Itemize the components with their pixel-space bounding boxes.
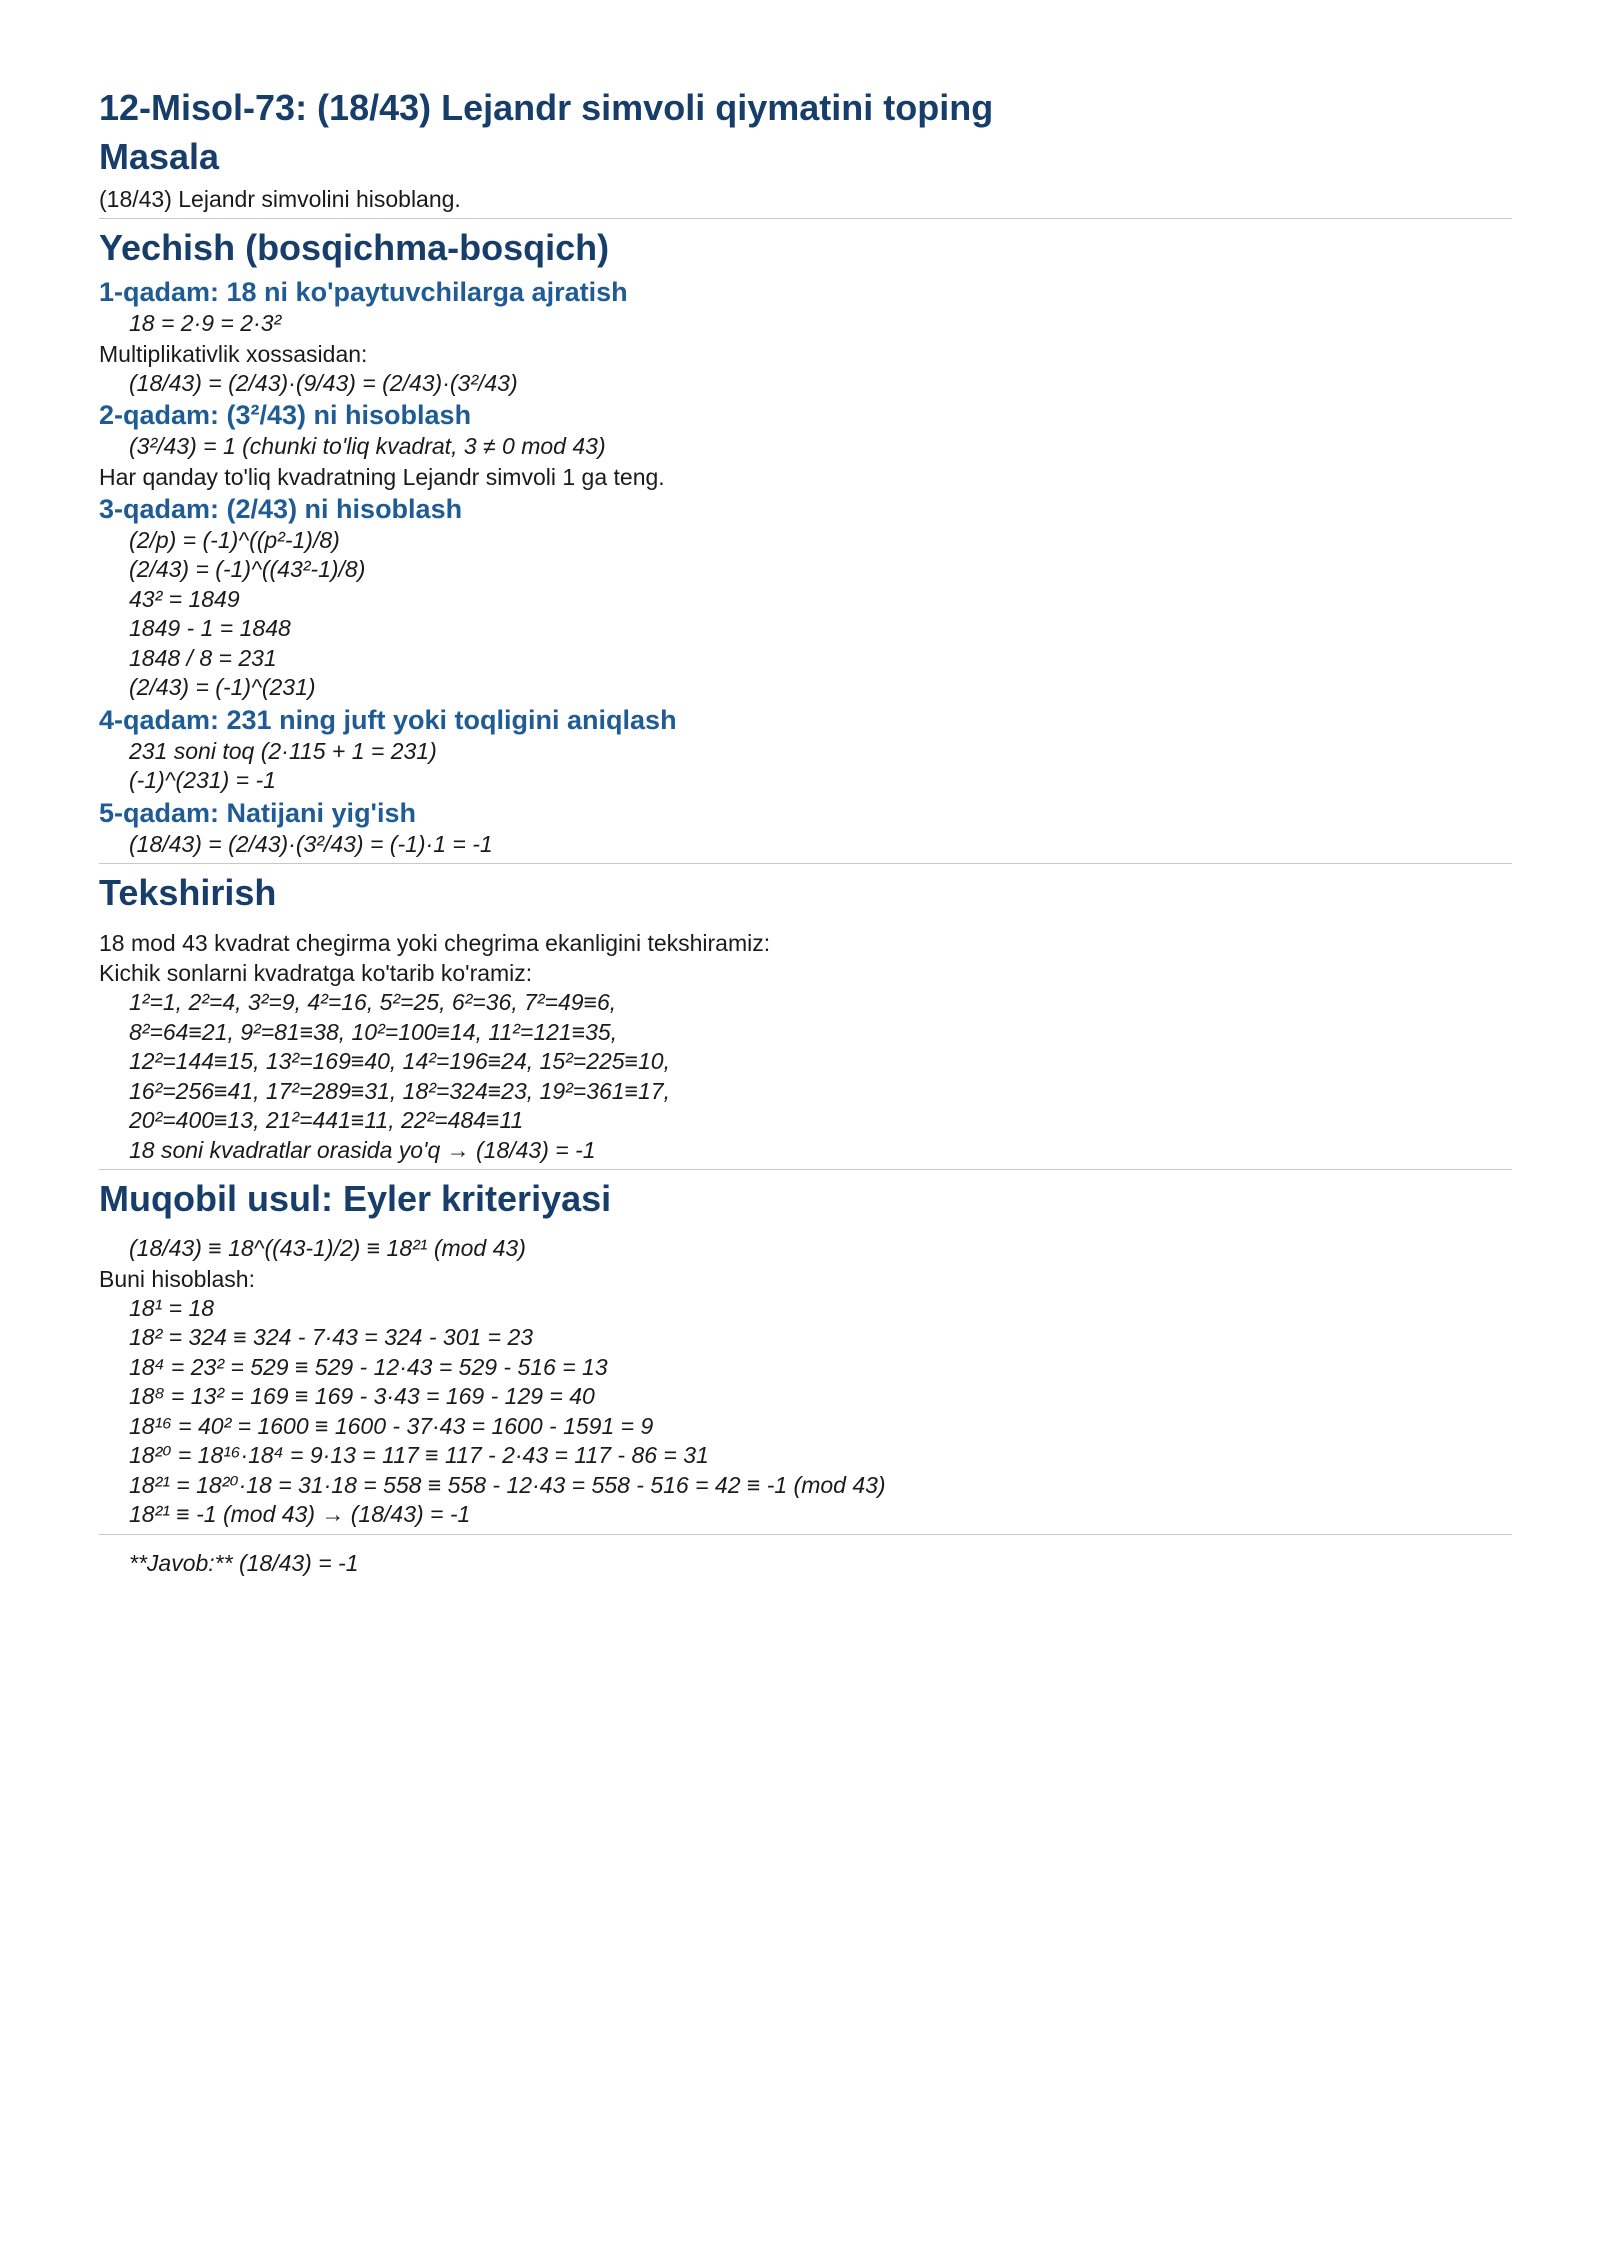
step3-heading: 3-qadam: (2/43) ni hisoblash (99, 493, 463, 524)
spacer (99, 1224, 1512, 1234)
tekshirish-math-line: 18 soni kvadratlar orasida yo'q → (18/43) = -1 (129, 1136, 596, 1163)
tekshirish-math-line: 8²=64≡21, 9²=81≡38, 10²=100≡14, 11²=121≡35, (129, 1018, 618, 1045)
muqobil-math-line: 18¹ = 18 (129, 1294, 215, 1321)
step3-math-line: (2/p) = (-1)^((p²-1)/8) (129, 526, 340, 553)
tekshirish-math-line: 1²=1, 2²=4, 3²=9, 4²=16, 5²=25, 6²=36, 7²=49≡6, (129, 989, 617, 1015)
yechish-heading: Yechish (bosqichma-bosqich) (99, 227, 610, 268)
step3-math-line: 1848 / 8 = 231 (129, 644, 277, 671)
muqobil-math-line: 18⁸ = 13² = 169 ≡ 169 - 3·43 = 169 - 129 = 40 (129, 1383, 595, 1409)
step3-math-line: 1849 - 1 = 1848 (129, 615, 291, 641)
muqobil-math-line: 18²⁰ = 18¹⁶·18⁴ = 9·13 = 117 ≡ 117 - 2·43 = 117 - 86 = 31 (129, 1442, 709, 1468)
step3-math-line: (2/43) = (-1)^(231) (129, 674, 316, 700)
tekshirish-math-line: 20²=400≡13, 21²=441≡11, 22²=484≡11 (129, 1107, 524, 1133)
divider (99, 863, 1512, 864)
divider (99, 218, 1512, 219)
step1-heading: 1-qadam: 18 ni ko'paytuvchilarga ajratish (99, 277, 628, 307)
page-title: 12-Misol-73: (18/43) Lejandr simvoli qiymatini toping (99, 87, 994, 128)
step2-math-line: (3²/43) = 1 (chunki to'liq kvadrat, 3 ≠ 0 mod 43) (129, 433, 606, 459)
muqobil-math-line: 18² = 324 ≡ 324 - 7·43 = 324 - 301 = 23 (129, 1324, 534, 1350)
masala-text: (18/43) Lejandr simvolini hisoblang. (99, 186, 461, 212)
step4-math-line: (-1)^(231) = -1 (129, 767, 276, 793)
spacer (99, 1539, 1512, 1549)
step5-math-line: (18/43) = (2/43)·(3²/43) = (-1)·1 = -1 (129, 830, 493, 857)
muqobil-math-line: 18¹⁶ = 40² = 1600 ≡ 1600 - 37·43 = 1600 - 1591 = 9 (129, 1412, 654, 1439)
step3-math-line: (2/43) = (-1)^((43²-1)/8) (129, 556, 366, 582)
masala-heading: Masala (99, 136, 220, 177)
step1-math-line: 18 = 2·9 = 2·3² (129, 310, 282, 336)
final-answer: **Javob:** (18/43) = -1 (129, 1549, 359, 1576)
muqobil-heading: Muqobil usul: Eyler kriteriyasi (99, 1178, 612, 1219)
tekshirish-text: 18 mod 43 kvadrat chegirma yoki chegrima ekanligini tekshiramiz: (99, 930, 771, 956)
spacer (99, 918, 1512, 928)
tekshirish-heading: Tekshirish (99, 872, 277, 913)
step1-text: Multiplikativlik xossasidan: (99, 340, 368, 367)
tekshirish-math-line: 12²=144≡15, 13²=169≡40, 14²=196≡24, 15²=225≡10, (129, 1048, 670, 1074)
step2-heading: 2-qadam: (3²/43) ni hisoblash (99, 400, 472, 430)
step3-math-line: 43² = 1849 (129, 585, 240, 612)
muqobil-math-line: (18/43) ≡ 18^((43-1)/2) ≡ 18²¹ (mod 43) (129, 1235, 526, 1261)
divider (99, 1169, 1512, 1170)
muqobil-math-line: 18²¹ = 18²⁰·18 = 31·18 = 558 ≡ 558 - 12·43 = 558 - 516 = 42 ≡ -1 (mod 43) (129, 1471, 886, 1498)
step1-math-line: (18/43) = (2/43)·(9/43) = (2/43)·(3²/43) (129, 369, 518, 396)
muqobil-text: Buni hisoblash: (99, 1265, 255, 1292)
muqobil-math-line: 18⁴ = 23² = 529 ≡ 529 - 12·43 = 529 - 516 = 13 (129, 1353, 608, 1380)
document-page (99, 84, 1512, 1578)
step5-heading: 5-qadam: Natijani yig'ish (99, 797, 416, 828)
step4-heading: 4-qadam: 231 ning juft yoki toqligini aniqlash (99, 704, 677, 735)
tekshirish-text: Kichik sonlarni kvadratga ko'tarib ko'ramiz: (99, 960, 533, 986)
muqobil-math-line: 18²¹ ≡ -1 (mod 43) → (18/43) = -1 (129, 1501, 471, 1527)
step2-text: Har qanday to'liq kvadratning Lejandr simvoli 1 ga teng. (99, 463, 665, 490)
step4-math-line: 231 soni toq (2·115 + 1 = 231) (129, 737, 437, 764)
divider (99, 1534, 1512, 1535)
tekshirish-math-line: 16²=256≡41, 17²=289≡31, 18²=324≡23, 19²=361≡17, (129, 1077, 670, 1104)
